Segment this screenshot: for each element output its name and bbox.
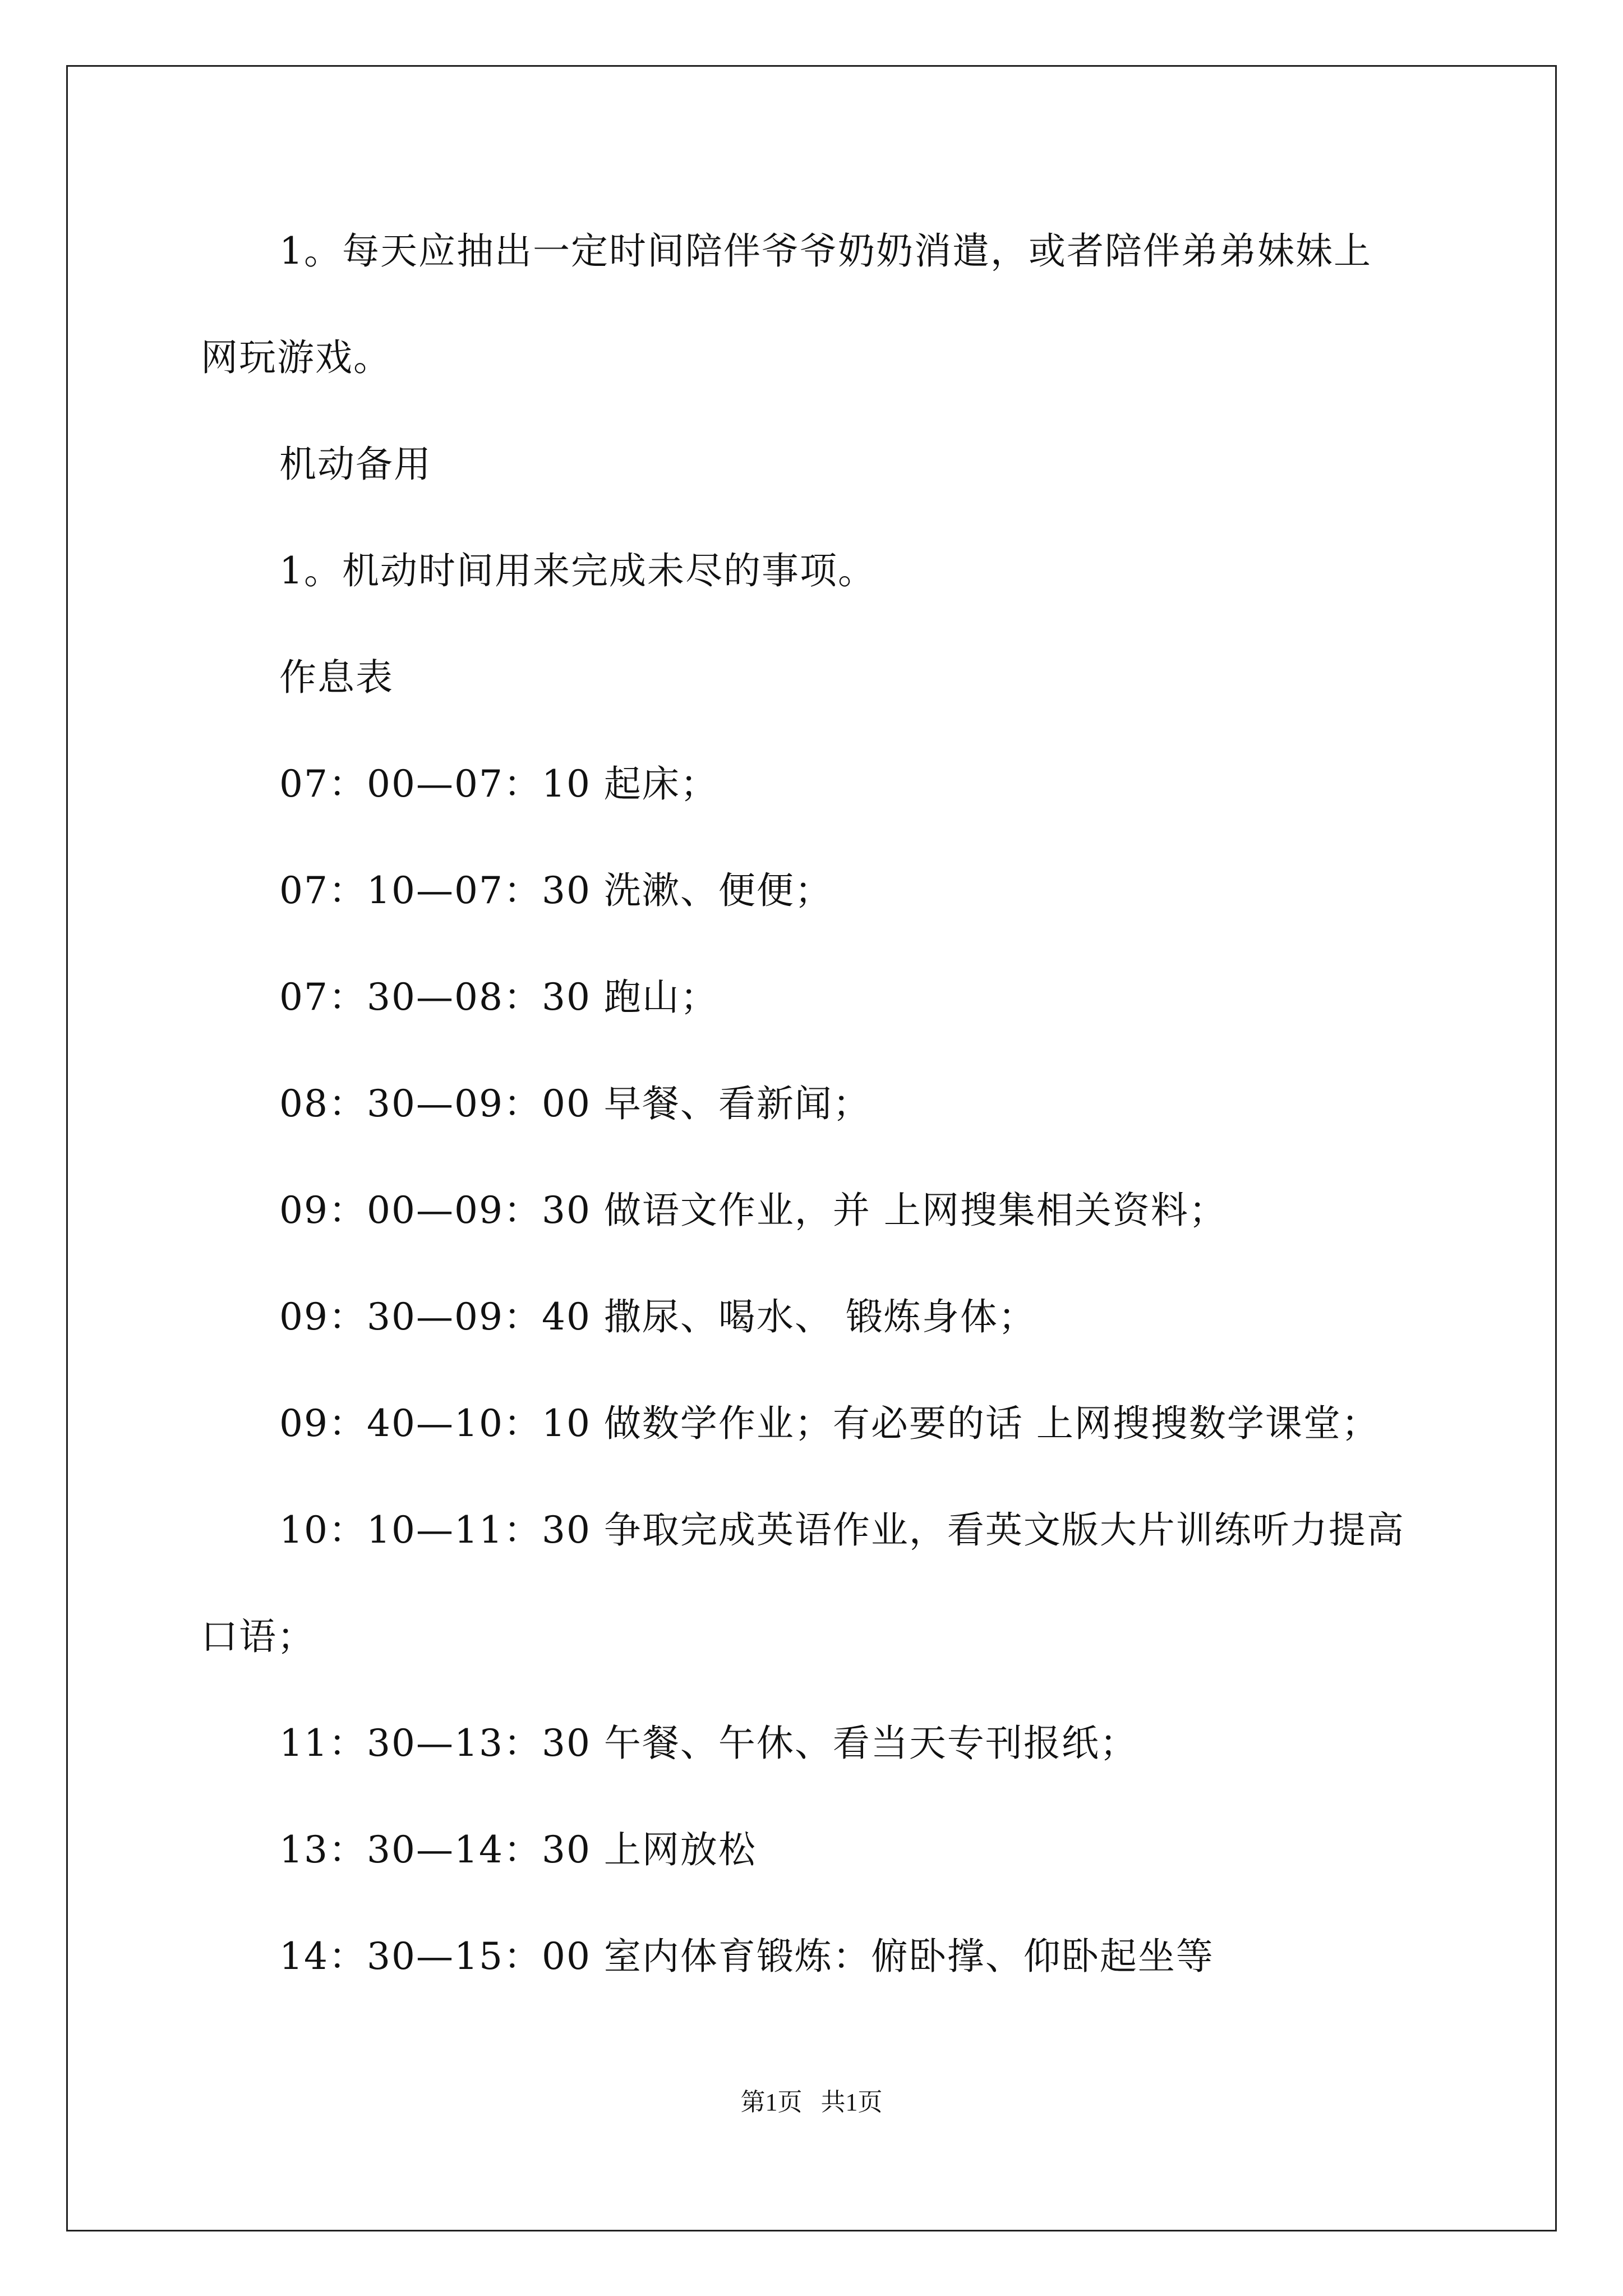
section-heading: 机动备用 [279,443,432,486]
schedule-item: 10：10—11：30 争取完成英语作业，看英文版大片训练听力提高 [279,1508,1405,1552]
schedule-item: 14：30—15：00 室内体育锻炼：俯卧撑、仰卧起坐等 [279,1935,1214,1978]
page-number-footer: 第1页 共1页 [740,2088,883,2116]
schedule-item: 07：00—07：10 起床； [279,762,718,806]
schedule-item: 09：30—09：40 撒尿、喝水、 锻炼身体； [279,1295,1036,1338]
section-heading: 作息表 [279,656,394,699]
paragraph-line: 1。机动时间用来完成未尽的事项。 [279,549,876,592]
schedule-item: 13：30—14：30 上网放松 [279,1828,757,1871]
schedule-item: 07：10—07：30 洗漱、便便； [279,869,833,912]
paragraph-line: 网玩游戏。 [201,336,391,379]
paragraph-line: 1。每天应抽出一定时间陪伴爷爷奶奶消遣，或者陪伴弟弟妹妹上 [279,229,1372,273]
schedule-item: 09：40—10：10 做数学作业；有必要的话 上网搜搜数学课堂； [279,1402,1380,1445]
schedule-item-continuation: 口语； [201,1615,315,1658]
page-border [66,65,1557,2231]
schedule-item: 08：30—09：00 早餐、看新闻； [279,1082,871,1125]
schedule-item: 07：30—08：30 跑山； [279,976,718,1019]
schedule-item: 09：00—09：30 做语文作业，并 上网搜集相关资料； [279,1189,1227,1232]
schedule-item: 11：30—13：30 午餐、午休、看当天专刊报纸； [279,1722,1138,1765]
